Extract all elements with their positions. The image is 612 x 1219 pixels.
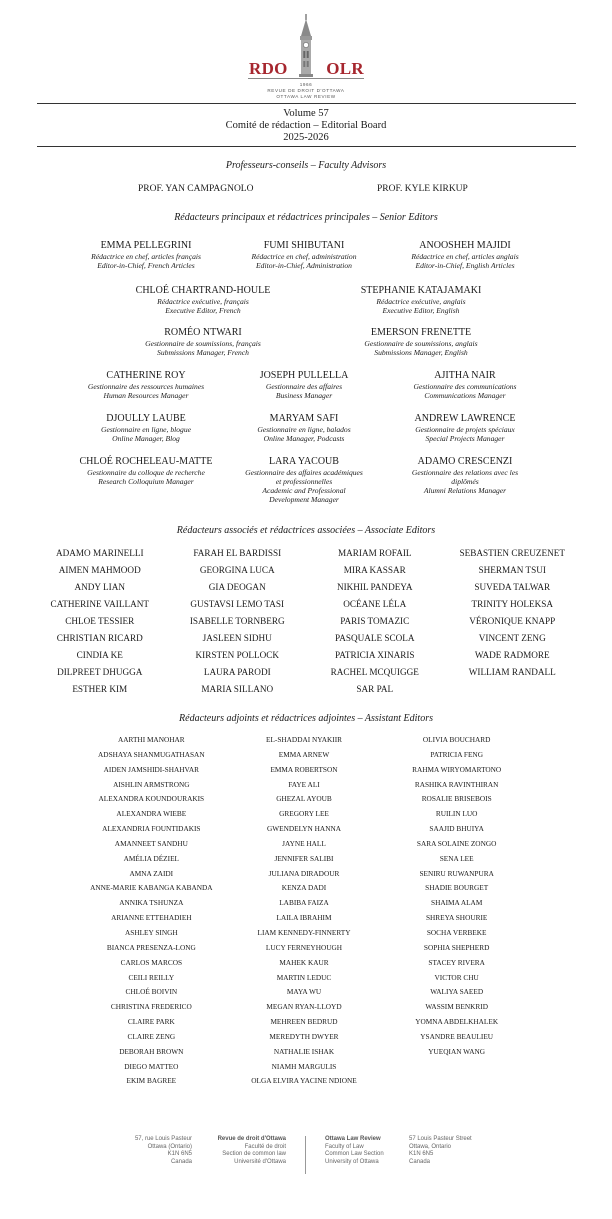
assistant-editor: ROSALIE BRISEBOIS [421, 794, 492, 804]
assistant-list [75, 733, 533, 1089]
logo-rdo: RDO [249, 59, 288, 78]
assistant-editor: VICTOR CHU [434, 972, 479, 982]
faculty-advisor: PROF. KYLE KIRKUP [377, 184, 468, 194]
assistant-editor: AMANNEET SANDHU [114, 838, 188, 848]
associate-editor: TRINITY HOLEKSA [471, 599, 554, 609]
assistant-editor: LABIBA FAIZA [279, 898, 329, 908]
senior-editor [229, 240, 379, 270]
editor-name: EMERSON FRENETTE [370, 327, 472, 338]
editor-title-en: Editor-in-Chief, French Articles [97, 261, 195, 270]
page-header [0, 108, 612, 144]
logo-subtitle [246, 82, 366, 100]
editor-name: ANDREW LAWRENCE [414, 413, 516, 424]
logo-olr: OLR [326, 59, 364, 78]
assistant-editor: MAHEK KAUR [279, 957, 329, 967]
associate-editor: CHRISTIAN RICARD [56, 633, 143, 643]
assistant-heading: Rédacteurs adjoints et rédactrices adjointes – Assistant Editors [179, 713, 433, 724]
associate-editor: ANDY LIAN [74, 582, 125, 592]
footer-line: Faculté de droit [244, 1143, 286, 1150]
editor-name: CATHERINE ROY [106, 370, 186, 381]
assistant-editor: ADSHAYA SHANMUGATHASAN [98, 749, 205, 759]
assistant-editor: STACEY RIVERA [428, 957, 485, 967]
assistant-editor: SAAJID BHUIYA [429, 824, 484, 834]
editor-title-fr: Gestionnaire des affaires [265, 382, 343, 391]
editor-title-en: Online Manager, Blog [112, 434, 180, 443]
assistant-editor: PATRICIA FENG [430, 749, 483, 759]
logo-year: 1966 [299, 82, 313, 87]
assistant-editor: CLAIRE ZENG [127, 1031, 176, 1041]
editor-name: ROMÉO NTWARI [164, 327, 242, 338]
assistant-editor: JENNIFER SALIBI [274, 853, 334, 863]
editor-title-en: Executive Editor, English [382, 306, 460, 315]
assistant-editor: AMÉLIA DÉZIEL [123, 853, 179, 863]
editor-title-en: Academic and Professional [262, 486, 346, 495]
assistant-editor: RASHIKA RAVINTHIRAN [414, 779, 499, 789]
assistant-editor: DEBORAH BROWN [119, 1046, 184, 1056]
assistant-editor: DIEGO MATTEO [124, 1061, 179, 1071]
assistant-editor: ALEXANDRIA FOUNTIDAKIS [102, 824, 201, 834]
assistant-editor: WALIYA SAEED [430, 987, 484, 997]
footer-line: Faculty of Law [325, 1143, 364, 1150]
assistant-editor: GHEZAL AYOUB [276, 794, 332, 804]
editor-title-fr: Gestionnaire en ligne, blogue [101, 425, 191, 434]
associate-heading: Rédacteurs associés et rédactrices associées – Associate Editors [176, 525, 436, 536]
footer-name-en [325, 1136, 405, 1166]
associate-editor: PATRICIA XINARIS [334, 650, 415, 660]
editor-title-fr: Gestionnaire en ligne, balados [257, 425, 351, 434]
assistant-editor: NIAMH MARGULIS [271, 1061, 337, 1071]
footer-line: Ottawa, Ontario [409, 1143, 452, 1150]
header-rule-bottom [37, 146, 576, 147]
assistant-editor: AISHLIN ARMSTRONG [113, 779, 190, 789]
footer-name-fr [200, 1136, 286, 1166]
senior-editor [385, 370, 545, 400]
assistant-editor: CHRISTINA FREDERICO [110, 1002, 192, 1012]
editor-name: STEPHANIE KATAJAMAKI [360, 285, 482, 296]
editor-title-en: Business Manager [275, 391, 333, 400]
associate-editor: RACHEL MCQUIGGE [330, 667, 419, 677]
assistant-editor: CHLOÉ BOIVIN [125, 987, 178, 997]
editor-name: LARA YACOUB [269, 456, 339, 467]
assistant-editor: MEREDYTH DWYER [269, 1031, 339, 1041]
assistant-column [228, 733, 381, 1089]
footer-line: Section de common law [222, 1151, 286, 1157]
logo [0, 14, 612, 103]
editor-name: MARYAM SAFI [269, 413, 339, 424]
footer-line: Université d'Ottawa [234, 1158, 286, 1165]
assistant-editor: LAILA IBRAHIM [276, 913, 332, 923]
associate-editor: GIA DEOGAN [208, 582, 266, 592]
senior-editor [229, 456, 379, 504]
assistant-editor: SHAIMA ALAM [431, 898, 483, 908]
associate-editor: NIKHIL PANDEYA [336, 582, 413, 592]
editor-name: ANOOSHEH MAJIDI [419, 240, 511, 251]
logo-sub-fr: REVUE DE DROIT D'OTTAWA [267, 88, 345, 93]
editor-title-en: Online Manager, Podcasts [263, 434, 345, 443]
editor-title-en: Submissions Manager, English [374, 348, 468, 357]
assistant-editor: MAYA WU [286, 987, 322, 997]
faculty-advisor: PROF. YAN CAMPAGNOLO [138, 184, 254, 194]
editor-title-fr: Gestionnaire des affaires académiques [245, 468, 363, 477]
assistant-editor: ANNE-MARIE KABANGA KABANDA [90, 883, 213, 893]
footer-line: University of Ottawa [325, 1158, 379, 1165]
footer-line: Revue de droit d'Ottawa [217, 1136, 286, 1142]
associate-editor: FARAH EL BARDISSI [193, 548, 282, 558]
assistant-editor: OLIVIA BOUCHARD [422, 735, 491, 744]
assistant-editor: GWENDELYN HANNA [266, 824, 342, 834]
assistant-editor: OLGA ELVIRA YACINE NDIONE [251, 1076, 357, 1086]
assistant-editor: SOCHA VERBEKE [426, 927, 487, 937]
editor-title-en: Research Colloquium Manager [98, 477, 194, 486]
editor-title-fr: Rédactrice exécutive, français [157, 297, 249, 306]
assistant-editor: NATHALIE ISHAK [273, 1046, 335, 1056]
editor-title-fr: Gestionnaire de soumissions, anglais [364, 339, 478, 348]
assistant-editor: MEHREEN BEDRUD [270, 1017, 338, 1027]
footer-line: K1N 6N5 [409, 1151, 434, 1157]
header-rule-top [37, 103, 576, 104]
years: 2025-2026 [283, 132, 329, 143]
assistant-editor: CARLOS MARCOS [120, 957, 183, 967]
senior-editor [385, 240, 545, 270]
assistant-editor: SARA SOLAINE ZONGO [416, 838, 497, 848]
editor-name: AJITHA NAIR [434, 370, 496, 381]
senior-editor [118, 285, 288, 315]
editor-title-en: Development Manager [269, 495, 339, 504]
associate-editor: CATHERINE VAILLANT [50, 599, 149, 609]
footer-line: Ottawa (Ontario) [147, 1143, 192, 1150]
associate-editor: LAURA PARODI [203, 667, 271, 677]
editor-title-fr: Gestionnaire des relations avec les [411, 468, 519, 477]
assistant-editor: JAYNE HALL [282, 838, 326, 848]
assistant-editor: WASSIM BENKRID [425, 1002, 488, 1012]
footer-line: K1N 6N5 [167, 1151, 192, 1157]
assistant-editor: ARIANNE ETTEHADIEH [111, 913, 192, 923]
assistant-editor: SENIRU RUWANPURA [419, 868, 494, 878]
assistant-editor: CEILI REILLY [128, 972, 175, 982]
senior-editor [66, 413, 226, 443]
editor-title-en: Human Resources Manager [103, 391, 189, 400]
assistant-editor: SOPHIA SHEPHERD [423, 942, 490, 952]
editor-title-fr: diplômés [451, 477, 479, 486]
senior-editor [336, 327, 506, 357]
faculty-heading: Professeurs-conseils – Faculty Advisors [225, 160, 387, 171]
assistant-column [75, 733, 228, 1089]
footer-address-fr [110, 1136, 192, 1166]
editor-title-en: Editor-in-Chief, Administration [256, 261, 352, 270]
editor-title-fr: Gestionnaire de soumissions, français [145, 339, 261, 348]
assistant-editor: KENZA DADI [281, 883, 327, 893]
footer-line: 57, rue Louis Pasteur [134, 1136, 192, 1142]
assistant-editor: ALEXANDRA KOUNDOURAKIS [98, 794, 205, 804]
associate-editor: ADAMO MARINELLI [55, 548, 144, 558]
senior-editor [385, 456, 545, 495]
associate-editor: WILLIAM RANDALL [468, 667, 556, 677]
assistant-editor: FAYE ALI [288, 779, 320, 789]
assistant-editor: GREGORY LEE [279, 809, 329, 819]
assistant-editor: SHADIE BOURGET [425, 883, 489, 893]
senior-editor [229, 413, 379, 443]
assistant-editor: EKIM BAGREE [126, 1076, 177, 1086]
assistant-editor: LUCY FERNEYHOUGH [265, 942, 343, 952]
associate-editor: VINCENT ZENG [478, 633, 546, 643]
senior-editor [66, 456, 226, 486]
senior-editor [66, 370, 226, 400]
senior-editor [118, 327, 288, 357]
associate-editor: CINDIA KE [76, 650, 123, 660]
assistant-editor: EMMA ROBERTSON [270, 764, 338, 774]
editor-name: EMMA PELLEGRINI [100, 240, 192, 251]
assistant-editor: AMNA ZAIDI [129, 868, 174, 878]
editor-title-en: Executive Editor, French [165, 306, 241, 315]
editor-title-fr: Gestionnaire du colloque de recherche [87, 468, 205, 477]
associate-editor: JASLEEN SIDHU [202, 633, 272, 643]
assistant-editor: ASHLEY SINGH [125, 927, 178, 937]
editor-title-fr: Gestionnaire des ressources humaines [87, 382, 205, 391]
associate-list [31, 545, 581, 698]
assistant-editor: MEGAN RYAN-LLOYD [266, 1002, 342, 1012]
senior-heading: Rédacteurs principaux et rédactrices principales – Senior Editors [174, 212, 438, 223]
associate-editor: SEBASTIEN CREUZENET [459, 548, 565, 558]
assistant-editor: CLAIRE PARK [127, 1017, 175, 1027]
editor-title-en: Special Projects Manager [425, 434, 505, 443]
assistant-editor: YSANDRE BEAULIEU [420, 1031, 494, 1041]
associate-editor: MIRA KASSAR [343, 565, 406, 575]
editor-title-fr: Gestionnaire de projets spéciaux [415, 425, 515, 434]
editor-name: CHLOÉ ROCHELEAU-MATTE [79, 456, 213, 467]
assistant-editor: EL-SHADDAI NYAKIIR [265, 735, 342, 744]
footer-line: Ottawa Law Review [325, 1136, 381, 1142]
associate-editor: PASQUALE SCOLA [334, 633, 415, 643]
logo-divider [248, 78, 364, 79]
editor-name: JOSEPH PULLELLA [259, 370, 349, 381]
footer-line: 57 Louis Pasteur Street [409, 1136, 472, 1142]
editor-title-fr: Rédactrice exécutive, anglais [376, 297, 466, 306]
associate-editor: CHLOE TESSIER [65, 616, 135, 626]
assistant-editor: JULIANA DIRADOUR [268, 868, 340, 878]
associate-editor [444, 681, 582, 698]
editor-title-fr: Gestionnaire des communications [413, 382, 517, 391]
associate-editor: PARIS TOMAZIC [340, 616, 410, 626]
assistant-column [380, 733, 533, 1089]
editor-title-en: Alumni Relations Manager [423, 486, 507, 495]
editor-title-fr: Rédactrice en chef, articles français [91, 252, 201, 261]
associate-editor: MARIAM ROFAIL [337, 548, 412, 558]
associate-editor: SAR PAL [356, 684, 394, 694]
assistant-editor: RAHMA WIRYOMARTONO [412, 764, 502, 774]
assistant-editor: ALEXANDRA WIEBE [116, 809, 187, 819]
senior-editor [336, 285, 506, 315]
editor-title-en: Communications Manager [424, 391, 506, 400]
associate-editor: OCÉANE LÉLA [343, 599, 407, 609]
editor-title-fr: Rédactrice en chef, administration [251, 252, 357, 261]
associate-editor: AIMEN MAHMOOD [58, 565, 141, 575]
editor-name: DJOULLY LAUBE [106, 413, 186, 424]
footer-line: Canada [409, 1158, 431, 1165]
editor-title-en: Editor-in-Chief, English Articles [415, 261, 515, 270]
associate-editor: GEORGINA LUCA [199, 565, 275, 575]
senior-editor [229, 370, 379, 400]
volume: Volume 57 [283, 108, 329, 119]
footer-address-en [409, 1136, 489, 1166]
associate-editor: VÉRONIQUE KNAPP [469, 616, 556, 626]
assistant-editor: LIAM KENNEDY-FINNERTY [257, 927, 351, 937]
board-title: Comité de rédaction – Editorial Board [225, 120, 387, 131]
associate-editor: MARIA SILLANO [201, 684, 274, 694]
assistant-editor: YUEQIAN WANG [428, 1046, 486, 1056]
associate-editor: ESTHER KIM [72, 684, 128, 694]
assistant-editor: SHREYA SHOURIE [425, 913, 488, 923]
senior-editor [385, 413, 545, 443]
assistant-editor: ANNIKA TSHUNZA [119, 898, 184, 908]
editor-title-fr: et professionnelles [275, 477, 333, 486]
editor-title-fr: Rédactrice en chef, articles anglais [411, 252, 519, 261]
assistant-editor: EMMA ARNEW [278, 749, 330, 759]
editor-name: CHLOÉ CHARTRAND-HOULE [135, 285, 271, 296]
footer-line: Canada [170, 1158, 192, 1165]
editor-name: FUMI SHIBUTANI [263, 240, 345, 251]
logo-sub-en: OTTAWA LAW REVIEW [276, 94, 336, 99]
associate-editor: ISABELLE TORNBERG [189, 616, 285, 626]
assistant-editor: AIDEN JAMSHIDI-SHAHVAR [103, 764, 199, 774]
associate-editor: KIRSTEN POLLOCK [195, 650, 279, 660]
editor-name: ADAMO CRESCENZI [417, 456, 513, 467]
assistant-editor: RUILIN LUO [435, 809, 478, 819]
senior-editor [66, 240, 226, 270]
footer-divider [305, 1136, 306, 1174]
associate-editor: WADE RADMORE [474, 650, 550, 660]
assistant-editor: MARTIN LEDUC [276, 972, 332, 982]
associate-editor: SUVEDA TALWAR [474, 582, 551, 592]
assistant-editor: SENA LEE [439, 853, 474, 863]
footer-line: Common Law Section [325, 1151, 384, 1157]
editor-title-en: Submissions Manager, French [157, 348, 249, 357]
peace-tower-icon [291, 14, 321, 78]
associate-editor: SHERMAN TSUI [478, 565, 546, 575]
assistant-editor: BIANCA PRESENZA-LONG [106, 942, 196, 952]
assistant-editor: AARTHI MANOHAR [118, 735, 185, 744]
associate-editor: GUSTAVSI LEMO TASI [190, 599, 285, 609]
associate-editor: DILPREET DHUGGA [57, 667, 143, 677]
assistant-editor: YOMNA ABDELKHALEK [415, 1017, 499, 1027]
